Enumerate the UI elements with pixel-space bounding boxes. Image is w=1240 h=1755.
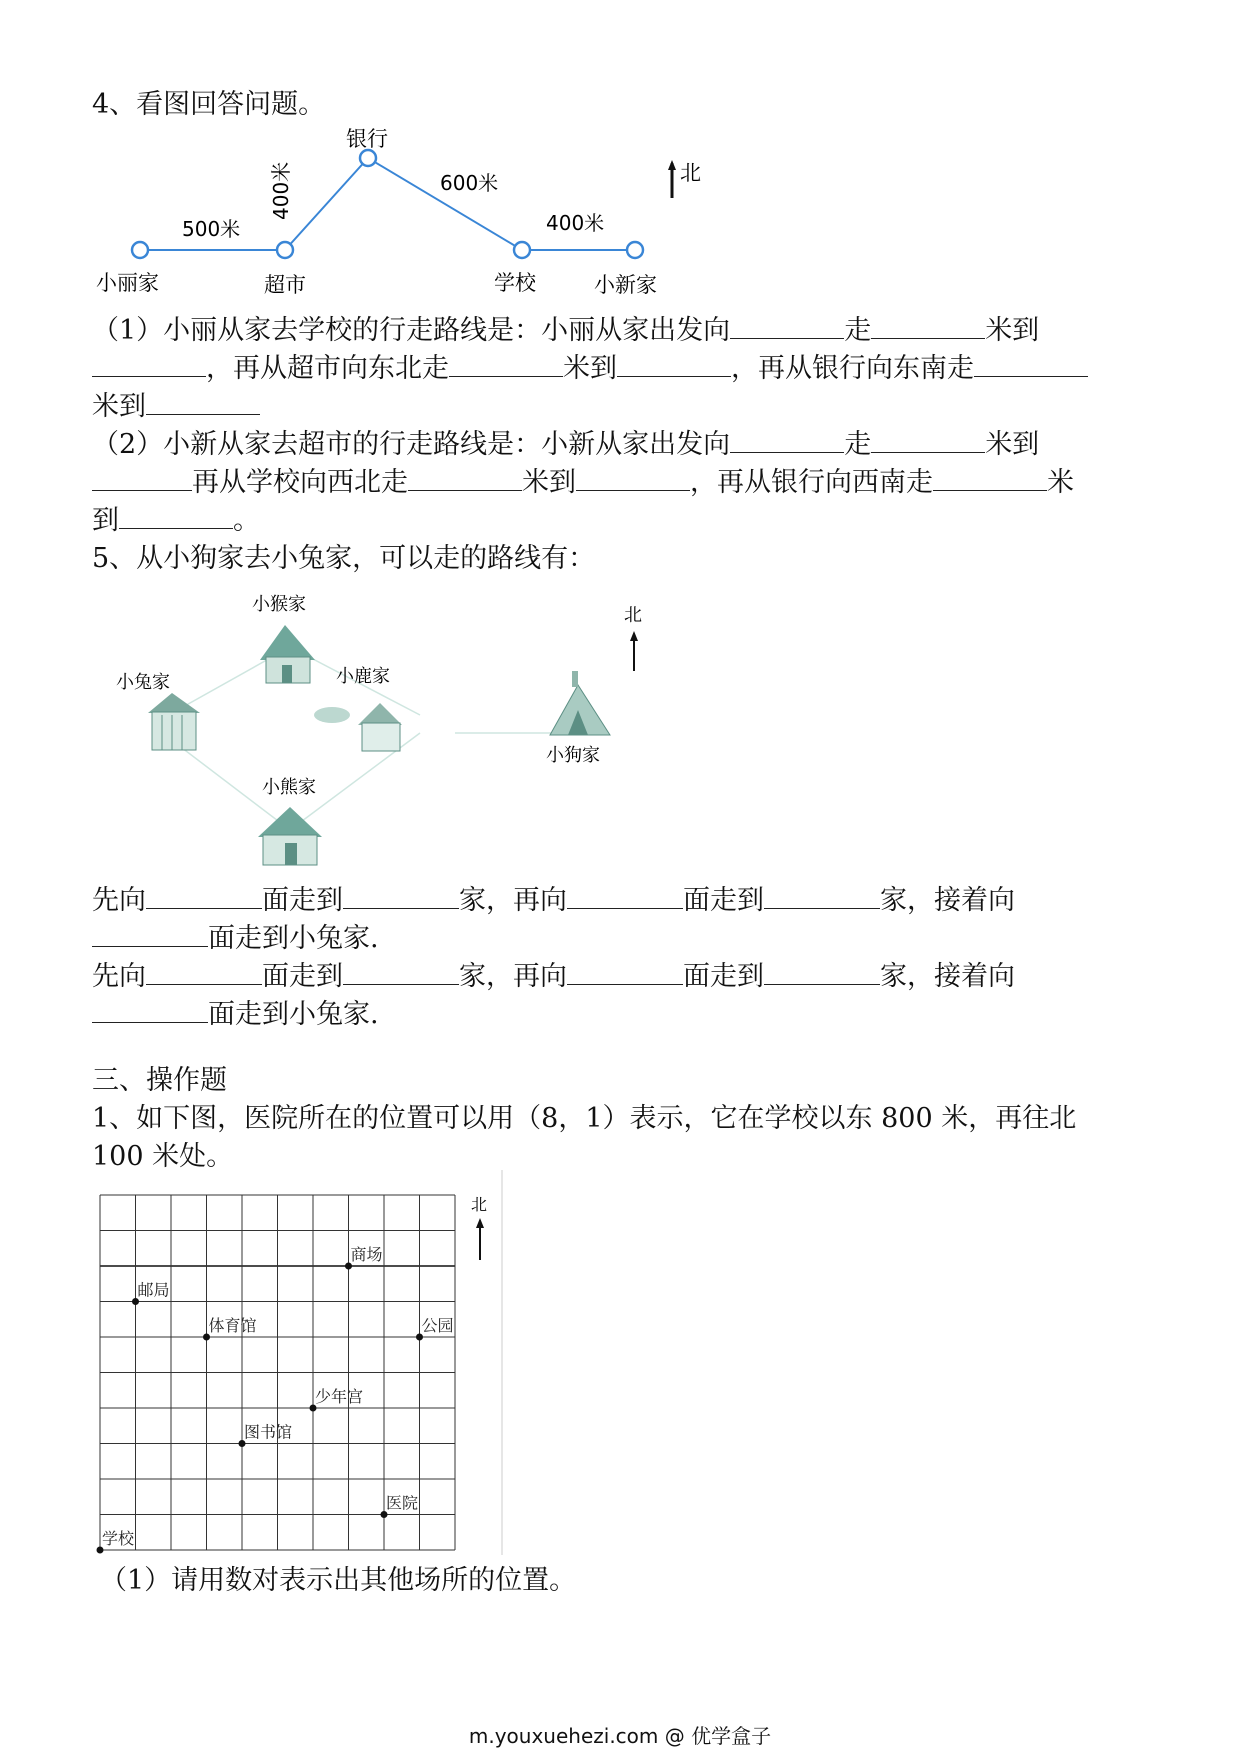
q5-title: 5、从小狗家去小兔家，可以走的路线有： [92, 543, 596, 574]
segment-label: 400米 [546, 211, 605, 235]
north-label: 北 [680, 161, 701, 185]
place-label: 超市 [264, 273, 306, 297]
answer-blank[interactable] [449, 350, 563, 377]
section3-q1-line2: 100 米处。 [92, 1141, 234, 1172]
answer-blank[interactable] [146, 958, 262, 985]
coordinate-grid-map [90, 1170, 530, 1560]
q4-p1-line1: （1）小丽从家去学校的行走路线是：小丽从家出发向 走 米到 [92, 312, 1039, 350]
answer-blank[interactable] [119, 502, 233, 529]
q5-route1-line2: 面走到小兔家. [92, 920, 379, 958]
node-bank [360, 150, 376, 166]
house-bear-icon [258, 807, 322, 865]
north-label: 北 [471, 1195, 488, 1214]
house-label: 小猴家 [252, 594, 306, 615]
answer-blank[interactable] [343, 958, 459, 985]
section3-sub1: （1）请用数对表示出其他场所的位置。 [100, 1565, 577, 1596]
grid-place-label: 邮局 [137, 1280, 170, 1300]
north-arrow-head [630, 631, 638, 641]
node-xiaoli-home [132, 242, 148, 258]
q4-p1-line2: ，再从超市向东北走 米到 ，再从银行向东南走 [92, 350, 1088, 388]
q5-house-map [110, 585, 670, 875]
answer-blank[interactable] [871, 312, 985, 339]
q5-route2-line1: 先向 面走到 家，再向 面走到 家，接着向 [92, 958, 1015, 996]
answer-blank[interactable] [730, 426, 844, 453]
section3-title: 三、操作题 [92, 1065, 227, 1096]
house-monkey-icon [260, 625, 315, 683]
node-supermarket [277, 242, 293, 258]
house-label: 小狗家 [546, 745, 600, 766]
answer-blank[interactable] [92, 996, 208, 1023]
answer-blank[interactable] [974, 350, 1088, 377]
answer-blank[interactable] [408, 464, 522, 491]
q4-route-map [90, 118, 750, 308]
q4-p2-line3: 到 。 [92, 502, 260, 540]
north-arrow-head [476, 1218, 484, 1228]
grid-place-label: 商场 [350, 1245, 383, 1264]
segment-label: 500米 [182, 217, 241, 241]
house-label: 小鹿家 [336, 666, 390, 687]
node-xiaoxin-home [627, 242, 643, 258]
answer-blank[interactable] [146, 388, 260, 415]
place-label: 小丽家 [96, 271, 159, 295]
q4-p2-line1: （2）小新从家去超市的行走路线是：小新从家出发向 走 米到 [92, 426, 1039, 464]
q5-route1-line1: 先向 面走到 家，再向 面走到 家，接着向 [92, 882, 1015, 920]
answer-blank[interactable] [92, 350, 206, 377]
node-school [514, 242, 530, 258]
grid-place-label: 学校 [102, 1529, 135, 1548]
grid-place-label: 医院 [386, 1493, 419, 1513]
house-dog-icon [550, 671, 610, 735]
north-arrow-head [668, 160, 676, 170]
grid-place-label: 图书馆 [244, 1422, 293, 1442]
answer-blank[interactable] [92, 920, 208, 947]
q4-title: 4、看图回答问题。 [92, 89, 326, 120]
answer-blank[interactable] [764, 882, 880, 909]
answer-blank[interactable] [933, 464, 1047, 491]
answer-blank[interactable] [730, 312, 844, 339]
house-deer-icon [314, 703, 402, 751]
place-label: 学校 [494, 271, 536, 295]
house-label: 小兔家 [116, 672, 170, 693]
house-label: 小熊家 [262, 777, 316, 798]
answer-blank[interactable] [871, 426, 985, 453]
answer-blank[interactable] [567, 958, 683, 985]
answer-blank[interactable] [343, 882, 459, 909]
place-label: 银行 [346, 127, 388, 151]
q4-p2-line2: 再从学校向西北走 米到 ，再从银行向西南走 米 [92, 464, 1074, 502]
place-label: 小新家 [594, 273, 657, 297]
q5-route2-line2: 面走到小兔家. [92, 996, 379, 1034]
footer-watermark: m.youxuehezi.com @ 优学盒子 [468, 1724, 772, 1748]
answer-blank[interactable] [567, 882, 683, 909]
answer-blank[interactable] [764, 958, 880, 985]
answer-blank[interactable] [617, 350, 731, 377]
grid-place-label: 少年宫 [315, 1387, 364, 1406]
grid-place-label: 公园 [421, 1316, 454, 1335]
q4-p1-line3: 米到 [92, 388, 260, 426]
answer-blank[interactable] [146, 882, 262, 909]
section3-q1-line1: 1、如下图，医院所在的位置可以用（8，1）表示，它在学校以东 800 米，再往北 [92, 1103, 1077, 1134]
answer-blank[interactable] [92, 464, 192, 491]
segment-label: 600米 [440, 171, 499, 195]
grid-place-label: 体育馆 [208, 1316, 257, 1335]
segment-label: 400米 [269, 161, 293, 220]
north-label: 北 [624, 605, 642, 626]
answer-blank[interactable] [576, 464, 690, 491]
